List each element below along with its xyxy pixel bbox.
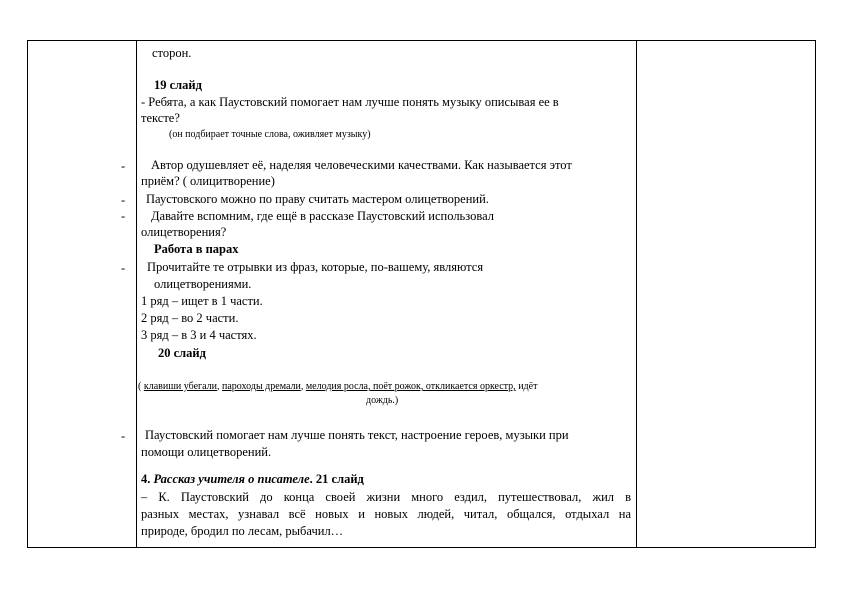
text-line: 2 ряд – во 2 части.	[141, 311, 239, 325]
text-line: олицетворения?	[141, 225, 227, 239]
list-dash: -	[121, 193, 126, 207]
slide-heading-19: 19 слайд	[154, 78, 202, 92]
example-2: пароходы дремали	[222, 381, 301, 392]
section-heading-4: 4. Рассказ учителя о писателе. 21 слайд	[141, 472, 364, 486]
text-line: 3 ряд – в 3 и 4 частях.	[141, 328, 257, 342]
table-left-border	[27, 40, 28, 548]
list-dash: -	[121, 159, 126, 173]
text-line: тексте?	[141, 111, 180, 125]
text-line: Давайте вспомним, где ещё в рассказе Паустовский использовал	[151, 209, 494, 223]
text-line: разных местах, узнавал всё новых и новых людей, читал, общался, отдыхал на	[141, 507, 631, 521]
pair-work-heading: Работа в парах	[154, 242, 239, 256]
text-line: олицетворениями.	[154, 277, 252, 291]
list-dash: -	[121, 209, 126, 223]
section-title: Рассказ учителя о писателе	[153, 472, 310, 486]
text-line: Паустовский помогает нам лучше понять текст, настроение героев, музыки при	[145, 428, 569, 442]
answer-note: (он подбирает точные слова, оживляет музыку)	[169, 129, 371, 140]
personification-examples: ( клавиши убегали, пароходы дремали, мелодия росла, поёт рожок, откликается оркестр, идёт	[138, 381, 538, 392]
text-line: сторон.	[152, 46, 192, 60]
list-dash: -	[121, 261, 126, 275]
table-bottom-border	[27, 547, 815, 548]
text-line: дождь.)	[366, 395, 399, 406]
example-3: мелодия росла, поёт рожок, откликается оркестр,	[305, 381, 516, 392]
text-line: природе, бродил по лесам, рыбачил…	[141, 524, 344, 538]
table-top-border	[27, 40, 815, 41]
list-dash: -	[121, 429, 126, 443]
text-line: приём? ( олицитворение)	[141, 174, 275, 188]
slide-heading-20: 20 слайд	[158, 346, 206, 360]
text-line: Автор одушевляет её, наделяя человеческими качествами. Как называется этот	[151, 158, 572, 172]
text-line: - Ребята, а как Паустовский помогает нам лучше понять музыку описывая ее в	[141, 95, 559, 109]
text-line: 1 ряд – ищет в 1 части.	[141, 294, 263, 308]
column-divider-2	[636, 40, 637, 548]
text-line: помощи олицетворений.	[141, 445, 272, 459]
example-1: клавиши убегали	[143, 381, 217, 392]
text-line: Прочитайте те отрывки из фраз, которые, по-вашему, являются	[147, 260, 484, 274]
text-line: – К. Паустовский до конца своей жизни много ездил, путешествовал, жил в	[141, 490, 631, 504]
table-right-border	[815, 40, 816, 548]
column-divider-1	[136, 40, 137, 548]
text-line: Паустовского можно по праву считать мастером олицетворений.	[146, 192, 489, 206]
